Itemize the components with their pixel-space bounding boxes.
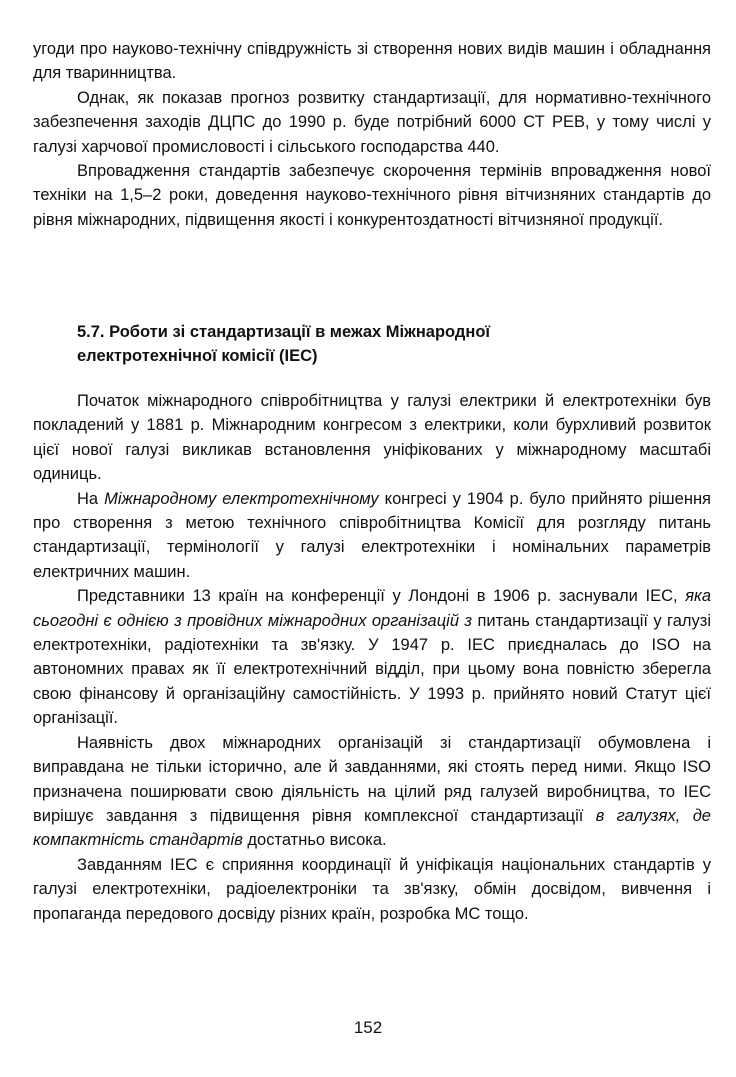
continued-text-block bbox=[33, 37, 711, 232]
page-number: 152 bbox=[353, 1018, 383, 1037]
paragraph-congress bbox=[33, 487, 711, 585]
section-heading bbox=[77, 320, 677, 369]
paragraph-congress-end: конгресі у 1904 р. було прийнято рішення про створення з метою технічного співробітництва Комісії для розгляду питань стандартизації, термінології у галузі електротехніки і номінальних параметрів електричних машин. bbox=[33, 489, 711, 581]
section-body bbox=[33, 389, 711, 926]
paragraph-founding-start: Представники 13 країн на конференції у Лондоні в 1906 р. заснували IEC, bbox=[77, 587, 686, 606]
paragraph-two-organizations-end: достатньо висока. bbox=[242, 831, 387, 850]
paragraph-congress-start: На bbox=[77, 489, 105, 508]
paragraph-history: Початок міжнародного співробітництва у галузі електрики й електротехніки був покладений у 1881 р. Міжнародним конгресом з електрики, коли бурхливий розвиток цієї нової галузі викликав встановлення уніфікованих у міжнародному масштабі одиниць. bbox=[33, 392, 711, 484]
paragraph-continued: угоди про науково-технічну співдружність зі створення нових видів машин і обладнання для тваринництва. bbox=[33, 40, 711, 83]
section-heading-line-1: 5.7. Роботи зі стандартизації в межах Міжнародної bbox=[77, 323, 491, 341]
paragraph-founding-italic: яка сьогодні є однією з провідних міжнародних організацій з bbox=[33, 587, 711, 630]
paragraph-congress-italic: Міжнародному електротехнічному bbox=[104, 489, 379, 508]
paragraph-forecast: Однак, як показав прогноз розвитку стандартизації, для нормативно-технічного забезпечення заходів ДЦПС до 1990 р. буде потрібний 6000 СТ РЕВ, у тому числі у галузі харчової промисловості і сільського господарства 440. bbox=[33, 88, 711, 156]
paragraph-two-organizations bbox=[33, 731, 711, 853]
paragraph-two-organizations-start: Наявність двох міжнародних організацій зі стандартизації обумовлена і виправдана не тільки історично, але й завданнями, які стоять перед ними. Якщо ISO призначена поширювати свою діяльність на цілий ряд галузей виробництва, то IEC вирішує завдання з підвищення рівня комплексної стандартизації bbox=[33, 733, 711, 825]
paragraph-tasks: Завданням IEC є сприяння координації й уніфікація національних стандартів у галузі електротехніки, радіоелектроніки та зв'язку, обмін досвідом, вивчення і пропаганда передового досвіду різних країн, розробка МС тощо. bbox=[33, 855, 711, 923]
paragraph-founding-end: питань стандартизації у галузі електротехніки, радіотехніки та зв'язку. У 1947 р. IEC приєдналась до ISO на автономних правах як її електротехнічний відділ, при цьому вона повністю зберегла свою фінансову й організаційну самостійність. У 1993 р. прийнято новий Статут цієї організації. bbox=[33, 611, 711, 728]
paragraph-founding bbox=[33, 584, 711, 730]
section-heading-line-2: електротехнічної комісії (IEC) bbox=[77, 347, 318, 366]
paragraph-two-organizations-italic: в галузях, де компактність стандартів bbox=[33, 806, 711, 850]
paragraph-implementation: Впровадження стандартів забезпечує скорочення термінів впровадження нової техніки на 1,5–2 роки, доведення науково-технічного рівня вітчизняних стандартів до рівня міжнародних, підвищення якості і конкурентоздатності вітчизняної продукції. bbox=[33, 162, 711, 229]
